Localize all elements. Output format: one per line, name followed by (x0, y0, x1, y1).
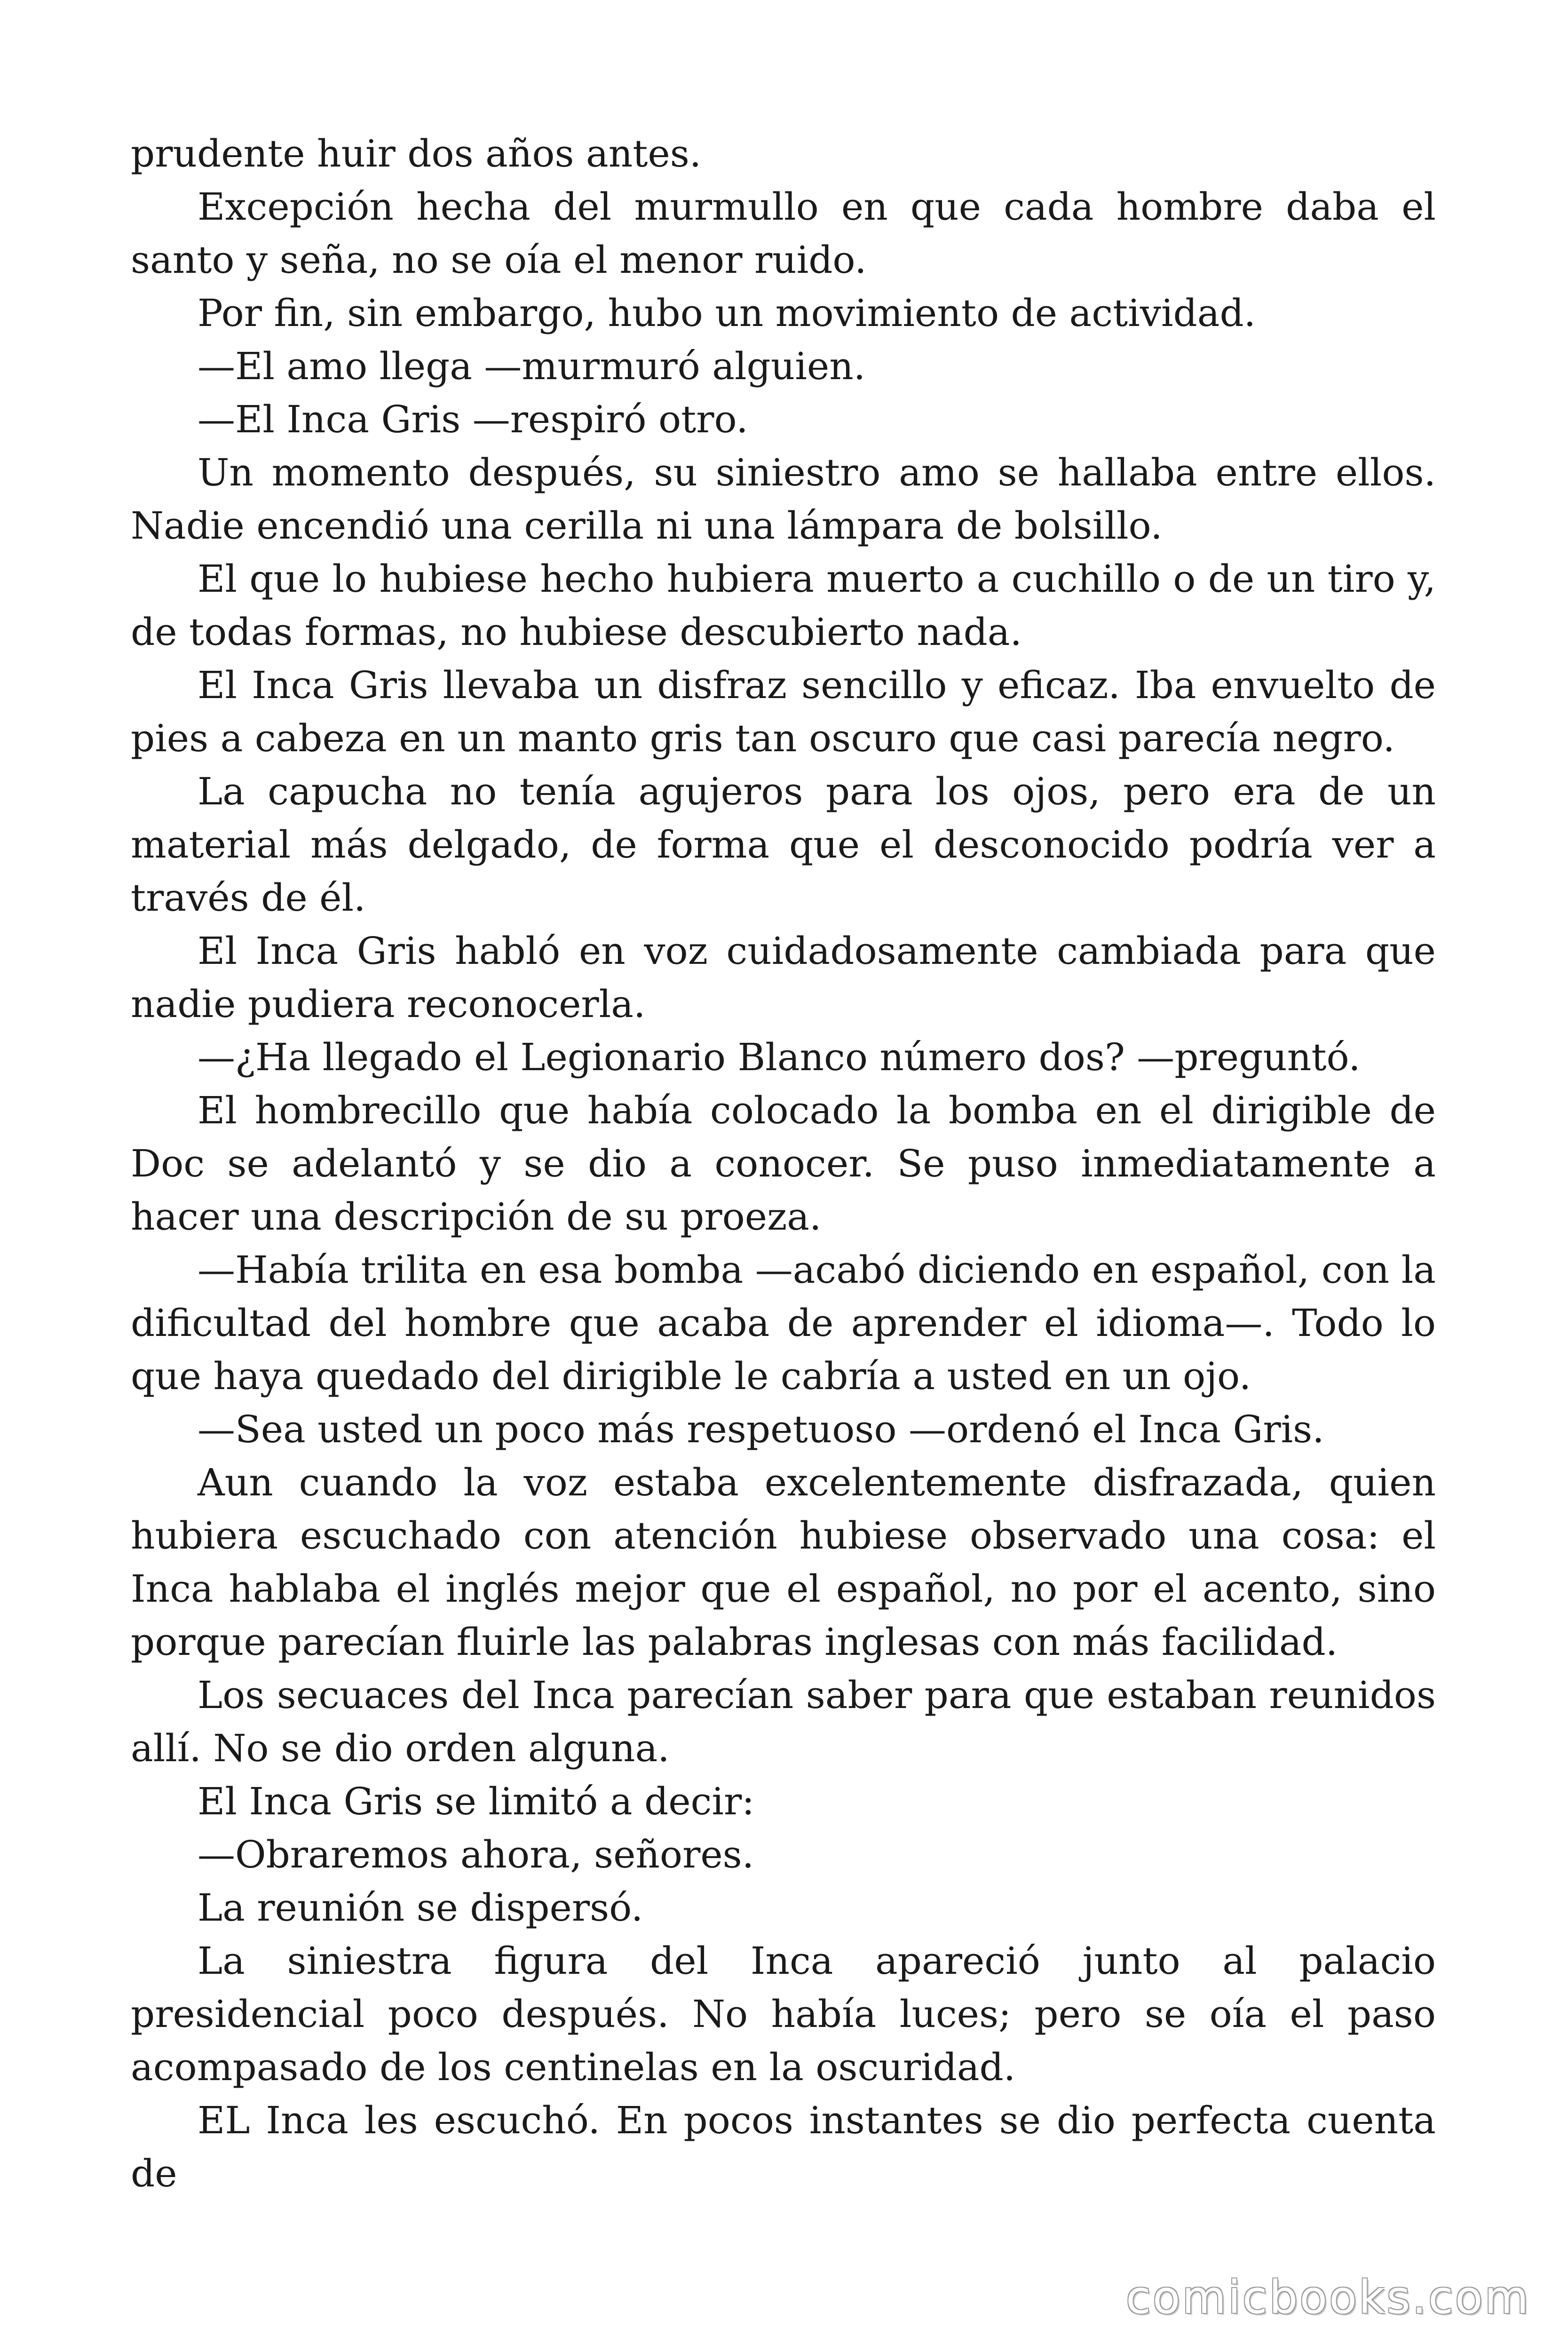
paragraph: El Inca Gris se limitó a decir: (198, 1780, 755, 1823)
watermark-logo: comicbooks.com (1125, 2271, 1530, 2324)
body-text (131, 127, 1436, 2200)
paragraph: La siniestra figura del Inca apareció junto al palacio presidencial poco después. No había luces; pero se oía el paso acompasado de los centinelas en la oscuridad. (131, 1939, 1436, 2089)
paragraph: Por fin, sin embargo, hubo un movimiento de actividad. (198, 291, 1256, 335)
paragraph: prudente huir dos años antes. (131, 132, 702, 175)
paragraph: —Sea usted un poco más respetuoso —ordenó el Inca Gris. (198, 1407, 1324, 1451)
paragraph: El que lo hubiese hecho hubiera muerto a cuchillo o de un tiro y, de todas formas, no hubiese descubierto nada. (131, 557, 1436, 654)
paragraph: La reunión se dispersó. (198, 1886, 643, 1930)
paragraph: El Inca Gris llevaba un disfraz sencillo y eficaz. Iba envuelto de pies a cabeza en un manto gris tan oscuro que casi parecía negro. (131, 663, 1436, 760)
paragraph: La capucha no tenía agujeros para los ojos, pero era de un material más delgado, de forma que el desconocido podría ver a través de él. (131, 770, 1436, 920)
paragraph: EL Inca les escuchó. En pocos instantes se dio perfecta cuenta de (131, 2098, 1436, 2195)
paragraph: —Había trilita en esa bomba —acabó diciendo en español, con la dificultad del hombre que acaba de aprender el idioma—. Todo lo que haya quedado del dirigible le cabría a usted en un ojo. (131, 1248, 1436, 1398)
paragraph: —Obraremos ahora, señores. (198, 1833, 754, 1876)
paragraph: —El amo llega —murmuró alguien. (198, 344, 866, 388)
paragraph: El Inca Gris habló en voz cuidadosamente cambiada para que nadie pudiera reconocerla. (131, 929, 1436, 1026)
paragraph: —El Inca Gris —respiró otro. (198, 397, 748, 441)
paragraph: Aun cuando la voz estaba excelentemente disfrazada, quien hubiera escuchado con atención hubiese observado una cosa: el Inca hablaba el inglés mejor que el español, no por el acento, sino porque parecían fluirle las palabras inglesas con más facilidad. (131, 1461, 1436, 1664)
paragraph: Excepción hecha del murmullo en que cada hombre daba el santo y seña, no se oía el menor ruido. (131, 185, 1436, 282)
paragraph: —¿Ha llegado el Legionario Blanco número dos? —preguntó. (198, 1035, 1361, 1079)
paragraph: Los secuaces del Inca parecían saber para que estaban reunidos allí. No se dio orden alguna. (131, 1673, 1436, 1770)
paragraph: Un momento después, su siniestro amo se hallaba entre ellos. Nadie encendió una cerilla ni una lámpara de bolsillo. (131, 451, 1436, 548)
paragraph: El hombrecillo que había colocado la bomba en el dirigible de Doc se adelantó y se dio a conocer. Se puso inmediatamente a hacer una descripción de su proeza. (131, 1089, 1436, 1239)
